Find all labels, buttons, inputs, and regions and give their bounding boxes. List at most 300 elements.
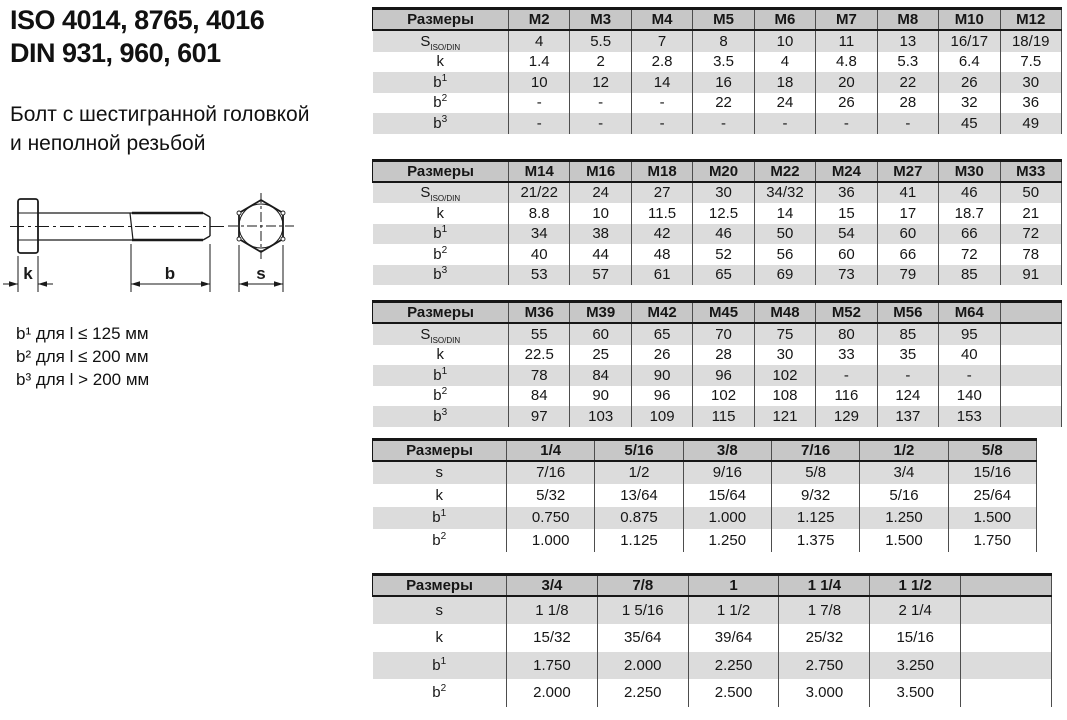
table-row <box>373 484 1037 507</box>
value-cell: 48 <box>631 244 692 265</box>
column-header: M10 <box>939 9 1000 31</box>
row-label: k <box>373 484 507 507</box>
value-cell: 0.875 <box>595 507 683 530</box>
value-cell: 41 <box>877 182 938 204</box>
hex-end-view <box>228 193 294 259</box>
column-header: M64 <box>939 302 1000 324</box>
value-cell: 35 <box>877 345 938 366</box>
value-cell: 80 <box>816 323 877 345</box>
column-header: M36 <box>509 302 570 324</box>
column-header: M52 <box>816 302 877 324</box>
value-cell: 15/16 <box>948 461 1036 485</box>
value-cell: 9/32 <box>771 484 859 507</box>
table-row <box>373 182 1062 204</box>
table-corner-label: Размеры <box>373 9 509 31</box>
value-cell <box>961 652 1052 680</box>
inch-table-quarter-to-5-8 <box>372 438 1037 552</box>
value-cell: 124 <box>877 386 938 407</box>
value-cell: 55 <box>509 323 570 345</box>
value-cell <box>961 596 1052 625</box>
value-cell <box>1000 323 1062 345</box>
value-cell: 36 <box>816 182 877 204</box>
row-label: s <box>373 461 507 485</box>
row-label-subscript: ISO/DIN <box>430 42 461 52</box>
value-cell: 75 <box>754 323 815 345</box>
column-header: M18 <box>631 160 692 182</box>
value-cell: 1.750 <box>948 529 1036 552</box>
value-cell: 57 <box>570 265 631 286</box>
value-cell <box>1000 345 1062 366</box>
table-row <box>373 265 1062 286</box>
metric-table-m36-m64 <box>372 300 1062 427</box>
value-cell: 4.8 <box>816 52 877 73</box>
value-cell: 24 <box>754 93 815 114</box>
table-row <box>373 244 1062 265</box>
value-cell: 137 <box>877 406 938 427</box>
value-cell: 2.500 <box>688 679 779 707</box>
value-cell: 1 1/2 <box>688 596 779 625</box>
value-cell: 16 <box>693 72 754 93</box>
row-label-superscript: 2 <box>441 93 448 105</box>
value-cell: 40 <box>509 244 570 265</box>
value-cell: 5/16 <box>860 484 948 507</box>
value-cell: 12 <box>570 72 631 93</box>
table-body <box>373 30 1062 134</box>
value-cell <box>961 679 1052 707</box>
column-header: 5/16 <box>595 439 683 461</box>
value-cell: 35/64 <box>597 624 688 652</box>
value-cell: 50 <box>754 224 815 245</box>
value-cell: 1.375 <box>771 529 859 552</box>
table-corner-label: Размеры <box>373 574 507 596</box>
footnote-b2: b² для l ≤ 200 мм <box>16 347 149 366</box>
row-label-superscript: 1 <box>440 508 447 520</box>
value-cell: 153 <box>939 406 1000 427</box>
value-cell: 15/64 <box>683 484 771 507</box>
value-cell: 85 <box>877 323 938 345</box>
table-row <box>373 386 1062 407</box>
row-label: $b^3$ <box>373 113 509 134</box>
value-cell: 2.750 <box>779 652 870 680</box>
row-label-superscript: 3 <box>441 265 448 277</box>
column-header: 5/8 <box>948 439 1036 461</box>
value-cell <box>1000 386 1062 407</box>
value-cell: 45 <box>939 113 1000 134</box>
value-cell: - <box>570 93 631 114</box>
value-cell: - <box>877 113 938 134</box>
column-header: M20 <box>693 160 754 182</box>
value-cell: 5.5 <box>570 30 631 52</box>
dimension-b <box>131 244 210 292</box>
value-cell: 66 <box>877 244 938 265</box>
column-header: M14 <box>509 160 570 182</box>
footnote-b3: b³ для l > 200 мм <box>16 370 150 389</box>
value-cell: 1.000 <box>683 507 771 530</box>
dim-label-s: s <box>256 264 266 283</box>
column-header: 1/4 <box>507 439 595 461</box>
row-label: $b^2$ <box>373 529 507 552</box>
value-cell: 9/16 <box>683 461 771 485</box>
value-cell: 46 <box>693 224 754 245</box>
column-header: M6 <box>754 9 815 31</box>
value-cell: 33 <box>816 345 877 366</box>
table-row <box>373 596 1052 625</box>
value-cell: 2.250 <box>597 679 688 707</box>
value-cell: 1.500 <box>860 529 948 552</box>
value-cell: 24 <box>570 182 631 204</box>
value-cell: 121 <box>754 406 815 427</box>
subtitle-line-1: Болт с шестигранной головкой <box>10 102 310 126</box>
table-head <box>373 160 1062 182</box>
bolt-technical-drawing <box>0 185 320 315</box>
row-label-superscript: 2 <box>440 683 447 695</box>
value-cell: 95 <box>939 323 1000 345</box>
value-cell: 4 <box>509 30 570 52</box>
value-cell <box>1000 406 1062 427</box>
value-cell: 26 <box>631 345 692 366</box>
value-cell: 7/16 <box>507 461 595 485</box>
value-cell: 25 <box>570 345 631 366</box>
table-row <box>373 624 1052 652</box>
column-header <box>1000 302 1062 324</box>
value-cell: 109 <box>631 406 692 427</box>
value-cell: 11 <box>816 30 877 52</box>
product-subtitle <box>10 101 370 159</box>
bolt-side-view <box>10 199 224 253</box>
value-cell: 53 <box>509 265 570 286</box>
value-cell: 2 <box>570 52 631 73</box>
value-cell: 115 <box>693 406 754 427</box>
column-header: M42 <box>631 302 692 324</box>
value-cell: 1.000 <box>507 529 595 552</box>
value-cell: 28 <box>877 93 938 114</box>
value-cell: 14 <box>631 72 692 93</box>
column-header: M45 <box>693 302 754 324</box>
value-cell: - <box>816 365 877 386</box>
value-cell: 22.5 <box>509 345 570 366</box>
value-cell: - <box>693 113 754 134</box>
table-row <box>373 529 1037 552</box>
value-cell: 1 1/8 <box>507 596 598 625</box>
value-cell: 3.000 <box>779 679 870 707</box>
value-cell: 2 1/4 <box>870 596 961 625</box>
row-label-superscript: 3 <box>441 406 448 418</box>
row-label: $b^2$ <box>373 244 509 265</box>
table-body <box>373 461 1037 552</box>
column-header: M4 <box>631 9 692 31</box>
value-cell: - <box>754 113 815 134</box>
value-cell: 90 <box>631 365 692 386</box>
value-cell: 18 <box>754 72 815 93</box>
value-cell: 27 <box>631 182 692 204</box>
dim-label-k: k <box>23 264 33 283</box>
column-header: 3/8 <box>683 439 771 461</box>
value-cell: 116 <box>816 386 877 407</box>
row-label: $S_{ISO/DIN}$ <box>373 182 509 204</box>
value-cell: 1.500 <box>948 507 1036 530</box>
row-label: $b^2$ <box>373 93 509 114</box>
row-label: $b^2$ <box>373 679 507 707</box>
value-cell: 34/32 <box>754 182 815 204</box>
row-label-subscript: ISO/DIN <box>430 194 461 203</box>
value-cell: 1.125 <box>771 507 859 530</box>
value-cell: 44 <box>570 244 631 265</box>
value-cell: 69 <box>754 265 815 286</box>
table-head <box>373 9 1062 31</box>
table-row <box>373 52 1062 73</box>
value-cell: 2.250 <box>688 652 779 680</box>
table-head <box>373 439 1037 461</box>
header-row <box>373 302 1062 324</box>
row-label: $b^3$ <box>373 406 509 427</box>
value-cell: 84 <box>570 365 631 386</box>
column-header: M39 <box>570 302 631 324</box>
table-head <box>373 302 1062 324</box>
column-header: M48 <box>754 302 815 324</box>
table-row <box>373 30 1062 52</box>
row-label-subscript: ISO/DIN <box>430 335 461 345</box>
value-cell: 20 <box>816 72 877 93</box>
row-label-superscript: 2 <box>441 244 448 256</box>
inch-table-3-4-to-1-1-2 <box>372 573 1052 707</box>
value-cell: 15 <box>816 203 877 224</box>
subtitle-line-2: и неполной резьбой <box>10 131 206 155</box>
value-cell: 79 <box>877 265 938 286</box>
value-cell: 3.250 <box>870 652 961 680</box>
header-row <box>373 574 1052 596</box>
value-cell: 7.5 <box>1000 52 1062 73</box>
value-cell: 66 <box>939 224 1000 245</box>
value-cell: - <box>939 365 1000 386</box>
table-row <box>373 461 1037 485</box>
left-column <box>10 4 370 159</box>
dimension-tables <box>372 0 1067 707</box>
value-cell: 40 <box>939 345 1000 366</box>
value-cell: 36 <box>1000 93 1062 114</box>
table-body <box>373 182 1062 286</box>
footnote-b1: b¹ для l ≤ 125 мм <box>16 324 149 343</box>
table-row <box>373 345 1062 366</box>
value-cell: - <box>816 113 877 134</box>
value-cell: 1.250 <box>683 529 771 552</box>
row-label-superscript: 1 <box>441 224 448 236</box>
dimension-k <box>3 256 53 292</box>
value-cell: 1.125 <box>595 529 683 552</box>
value-cell: 39/64 <box>688 624 779 652</box>
header-row <box>373 439 1037 461</box>
value-cell: 16/17 <box>939 30 1000 52</box>
value-cell: 46 <box>939 182 1000 204</box>
value-cell: 91 <box>1000 265 1062 286</box>
value-cell: 96 <box>631 386 692 407</box>
value-cell: 1.4 <box>509 52 570 73</box>
table-row <box>373 203 1062 224</box>
value-cell: 42 <box>631 224 692 245</box>
value-cell: 54 <box>816 224 877 245</box>
column-header: M3 <box>570 9 631 31</box>
value-cell: 30 <box>693 182 754 204</box>
value-cell: 102 <box>693 386 754 407</box>
column-header: 7/8 <box>597 574 688 596</box>
value-cell: 8.8 <box>509 203 570 224</box>
table-corner-label: Размеры <box>373 439 507 461</box>
value-cell: 50 <box>1000 182 1062 204</box>
table-corner-label: Размеры <box>373 160 509 182</box>
value-cell: 60 <box>816 244 877 265</box>
value-cell: 28 <box>693 345 754 366</box>
value-cell: - <box>631 113 692 134</box>
row-label-superscript: 2 <box>441 386 448 398</box>
value-cell: 65 <box>631 323 692 345</box>
table-row <box>373 224 1062 245</box>
value-cell: 15/32 <box>507 624 598 652</box>
value-cell: 73 <box>816 265 877 286</box>
value-cell: 13 <box>877 30 938 52</box>
row-label: k <box>373 624 507 652</box>
column-header: M56 <box>877 302 938 324</box>
value-cell: 3.500 <box>870 679 961 707</box>
value-cell: 34 <box>509 224 570 245</box>
column-header: 1 1/2 <box>870 574 961 596</box>
value-cell: - <box>509 93 570 114</box>
value-cell: 15/16 <box>870 624 961 652</box>
value-cell: 90 <box>570 386 631 407</box>
column-header: M8 <box>877 9 938 31</box>
value-cell: 14 <box>754 203 815 224</box>
value-cell: 49 <box>1000 113 1062 134</box>
row-label: $b^1$ <box>373 365 509 386</box>
row-label: $b^1$ <box>373 72 509 93</box>
value-cell: 96 <box>693 365 754 386</box>
value-cell: 84 <box>509 386 570 407</box>
table-row <box>373 507 1037 530</box>
standard-iso-title: ISO 4014, 8765, 4016 <box>10 5 265 35</box>
value-cell <box>961 624 1052 652</box>
value-cell: 2.000 <box>597 652 688 680</box>
value-cell: 129 <box>816 406 877 427</box>
value-cell: 17 <box>877 203 938 224</box>
value-cell: 25/32 <box>779 624 870 652</box>
value-cell: 103 <box>570 406 631 427</box>
value-cell: - <box>877 365 938 386</box>
value-cell: 21/22 <box>509 182 570 204</box>
value-cell: 1 5/16 <box>597 596 688 625</box>
table-row <box>373 652 1052 680</box>
value-cell: 3.5 <box>693 52 754 73</box>
row-label-superscript: 1 <box>441 365 448 377</box>
row-label: k <box>373 203 509 224</box>
column-header: 1 1/4 <box>779 574 870 596</box>
value-cell: 30 <box>1000 72 1062 93</box>
table-corner-label: Размеры <box>373 302 509 324</box>
table-row <box>373 113 1062 134</box>
row-label-superscript: 1 <box>441 72 448 84</box>
row-label: $b^3$ <box>373 265 509 286</box>
value-cell: 7 <box>631 30 692 52</box>
value-cell: 60 <box>877 224 938 245</box>
value-cell: 10 <box>509 72 570 93</box>
value-cell: 18/19 <box>1000 30 1062 52</box>
column-header: 3/4 <box>507 574 598 596</box>
value-cell: 5/32 <box>507 484 595 507</box>
value-cell: 1.250 <box>860 507 948 530</box>
dim-label-b: b <box>164 264 176 283</box>
table-row <box>373 365 1062 386</box>
column-header: M24 <box>816 160 877 182</box>
header-row <box>373 9 1062 31</box>
value-cell: 10 <box>754 30 815 52</box>
column-header: M27 <box>877 160 938 182</box>
value-cell: 3/4 <box>860 461 948 485</box>
value-cell: 1/2 <box>595 461 683 485</box>
row-label-superscript: 1 <box>440 655 447 667</box>
row-label: k <box>373 345 509 366</box>
column-header: M16 <box>570 160 631 182</box>
value-cell: 72 <box>1000 224 1062 245</box>
value-cell: 26 <box>816 93 877 114</box>
metric-table-m2-m12 <box>372 7 1062 134</box>
table-row <box>373 72 1062 93</box>
row-label: $b^1$ <box>373 224 509 245</box>
column-header: M12 <box>1000 9 1062 31</box>
column-header: M30 <box>939 160 1000 182</box>
value-cell: - <box>570 113 631 134</box>
value-cell: 78 <box>509 365 570 386</box>
value-cell: 13/64 <box>595 484 683 507</box>
value-cell: 61 <box>631 265 692 286</box>
column-header <box>961 574 1052 596</box>
value-cell: 25/64 <box>948 484 1036 507</box>
column-header: M2 <box>509 9 570 31</box>
row-label: $S_{ISO/DIN}$ <box>373 323 509 345</box>
value-cell: 2.000 <box>507 679 598 707</box>
column-header: 1 <box>688 574 779 596</box>
value-cell: 65 <box>693 265 754 286</box>
value-cell: 26 <box>939 72 1000 93</box>
column-header: 1/2 <box>860 439 948 461</box>
column-header: 7/16 <box>771 439 859 461</box>
value-cell <box>1000 365 1062 386</box>
value-cell: 72 <box>939 244 1000 265</box>
value-cell: 1.750 <box>507 652 598 680</box>
table-row <box>373 93 1062 114</box>
value-cell: 5.3 <box>877 52 938 73</box>
value-cell: 30 <box>754 345 815 366</box>
value-cell: 102 <box>754 365 815 386</box>
column-header: M5 <box>693 9 754 31</box>
row-label: $b^1$ <box>373 652 507 680</box>
value-cell: 18.7 <box>939 203 1000 224</box>
value-cell: 60 <box>570 323 631 345</box>
footnotes <box>16 322 149 391</box>
header-row <box>373 160 1062 182</box>
value-cell: 8 <box>693 30 754 52</box>
value-cell: 70 <box>693 323 754 345</box>
row-label: $S_{ISO/DIN}$ <box>373 30 509 52</box>
value-cell: 21 <box>1000 203 1062 224</box>
value-cell: 22 <box>877 72 938 93</box>
value-cell: 38 <box>570 224 631 245</box>
value-cell: 52 <box>693 244 754 265</box>
value-cell: - <box>631 93 692 114</box>
value-cell: 4 <box>754 52 815 73</box>
table-row <box>373 679 1052 707</box>
table-row <box>373 323 1062 345</box>
value-cell: 12.5 <box>693 203 754 224</box>
row-label-superscript: 2 <box>440 530 447 542</box>
value-cell: 85 <box>939 265 1000 286</box>
column-header: M22 <box>754 160 815 182</box>
